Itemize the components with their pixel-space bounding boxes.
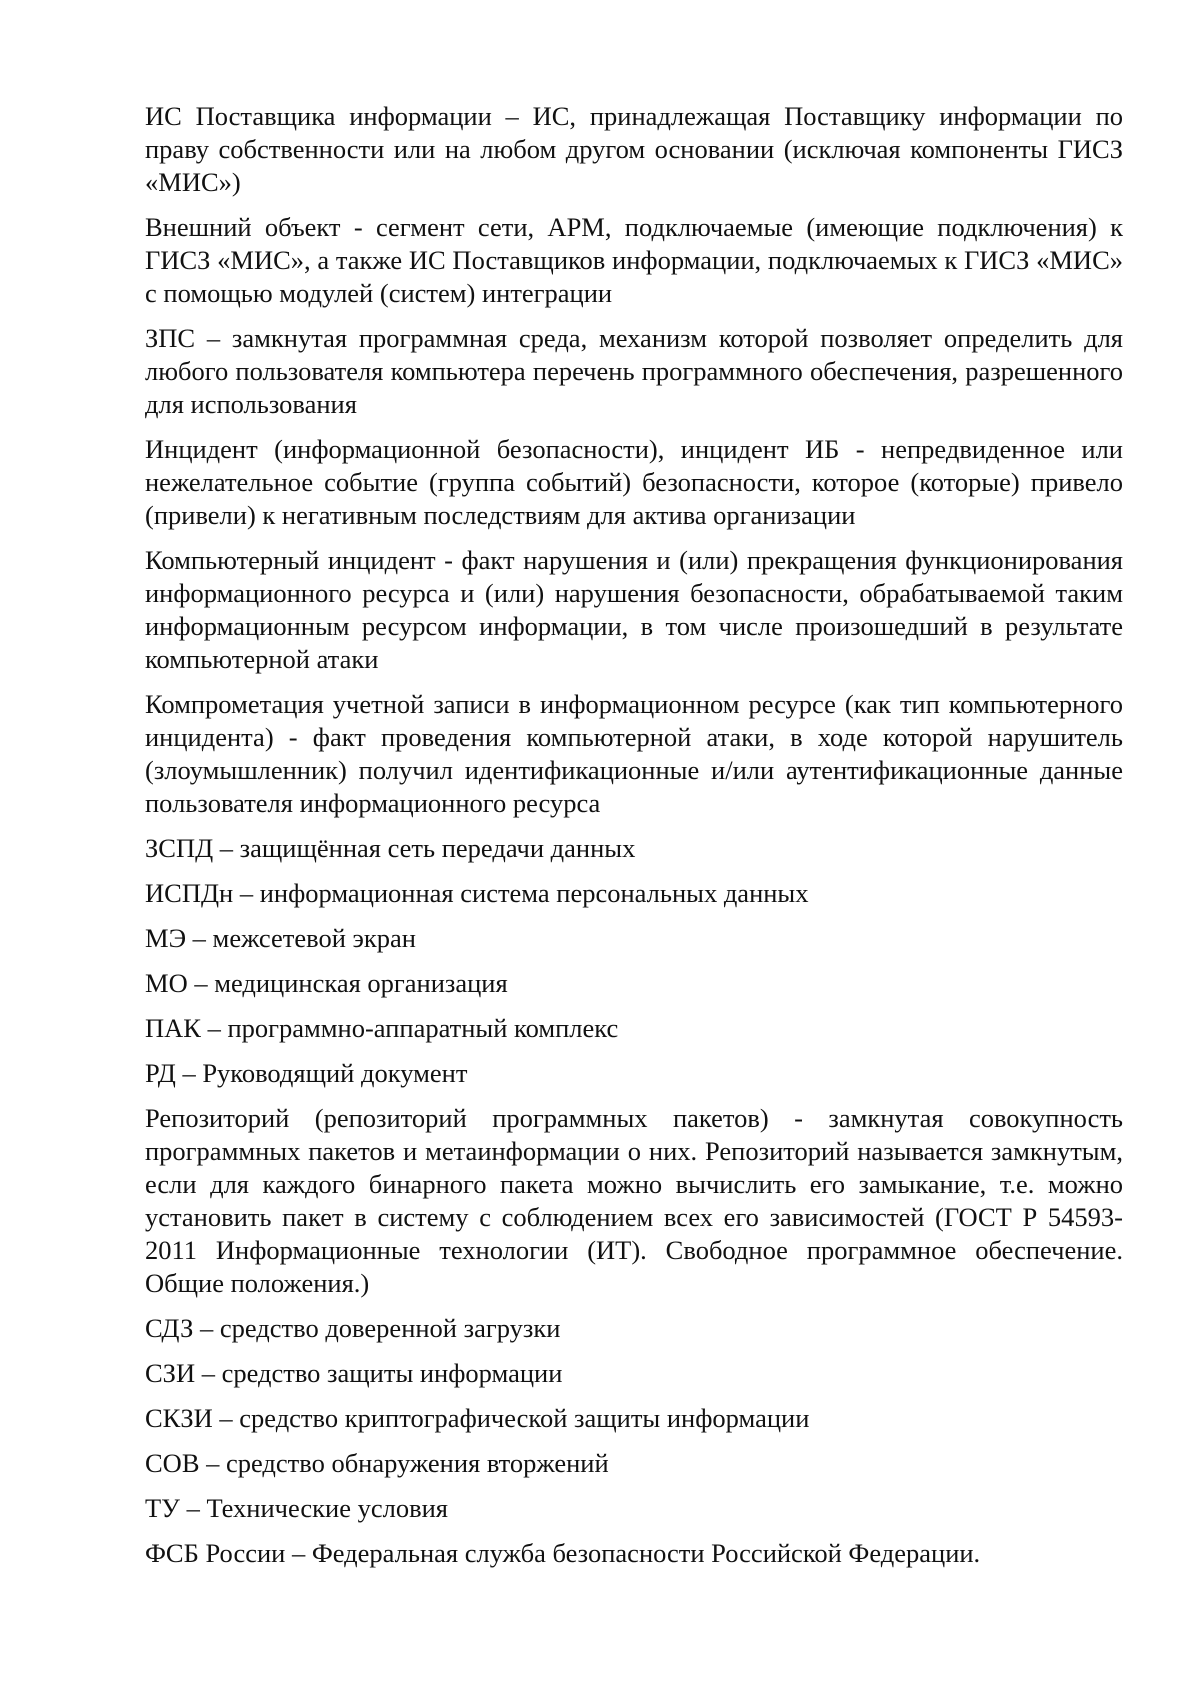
definition-paragraph: ТУ – Технические условия [145, 1493, 448, 1523]
definition-paragraph: МО – медицинская организация [145, 968, 508, 998]
definition-paragraph: СДЗ – средство доверенной загрузки [145, 1313, 561, 1343]
definition-paragraph: Внешний объект - сегмент сети, АРМ, подключаемые (имеющие подключения) к ГИСЗ «МИС», а также ИС Поставщиков информации, подключаемых к ГИСЗ «МИС» с помощью модулей (систем) интеграции [145, 212, 1123, 308]
document-body [145, 100, 1123, 1582]
definition-paragraph: ПАК – программно-аппаратный комплекс [145, 1013, 619, 1043]
definition-paragraph: Репозиторий (репозиторий программных пакетов) - замкнутая совокупность программных пакетов и метаинформации о них. Репозиторий называется замкнутым, если для каждого бинарного пакета можно вычислить его замыкание, т.е. можно установить пакет в систему с соблюдением всех его зависимостей (ГОСТ Р 54593-2011 Информационные технологии (ИТ). Свободное программное обеспечение. Общие положения.) [145, 1103, 1123, 1298]
definition-paragraph: ИСПДн – информационная система персональных данных [145, 878, 809, 908]
definition-paragraph: Компрометация учетной записи в информационном ресурсе (как тип компьютерного инцидента) - факт проведения компьютерной атаки, в ходе которой нарушитель (злоумышленник) получил идентификационные и/или аутентификационные данные пользователя информационного ресурса [145, 689, 1123, 818]
definition-paragraph: ФСБ России – Федеральная служба безопасности Российской Федерации. [145, 1538, 981, 1568]
definition-paragraph: СОВ – средство обнаружения вторжений [145, 1448, 609, 1478]
definition-paragraph: СКЗИ – средство криптографической защиты информации [145, 1403, 810, 1433]
definition-paragraph: РД – Руководящий документ [145, 1058, 468, 1088]
definition-paragraph: СЗИ – средство защиты информации [145, 1358, 563, 1388]
definition-paragraph: ИС Поставщика информации – ИС, принадлежащая Поставщику информации по праву собственности или на любом другом основании (исключая компоненты ГИСЗ «МИС») [145, 101, 1123, 197]
definition-paragraph: Компьютерный инцидент - факт нарушения и (или) прекращения функционирования информационного ресурса и (или) нарушения безопасности, обрабатываемой таким информационным ресурсом информации, в том числе произошедший в результате компьютерной атаки [145, 545, 1123, 674]
definition-paragraph: Инцидент (информационной безопасности), инцидент ИБ - непредвиденное или нежелательное событие (группа событий) безопасности, которое (которые) привело (привели) к негативным последствиям для актива организации [145, 434, 1123, 530]
definition-paragraph: ЗПС – замкнутая программная среда, механизм которой позволяет определить для любого пользователя компьютера перечень программного обеспечения, разрешенного для использования [145, 323, 1123, 419]
definition-paragraph: МЭ – межсетевой экран [145, 923, 416, 953]
definition-paragraph: ЗСПД – защищённая сеть передачи данных [145, 833, 636, 863]
